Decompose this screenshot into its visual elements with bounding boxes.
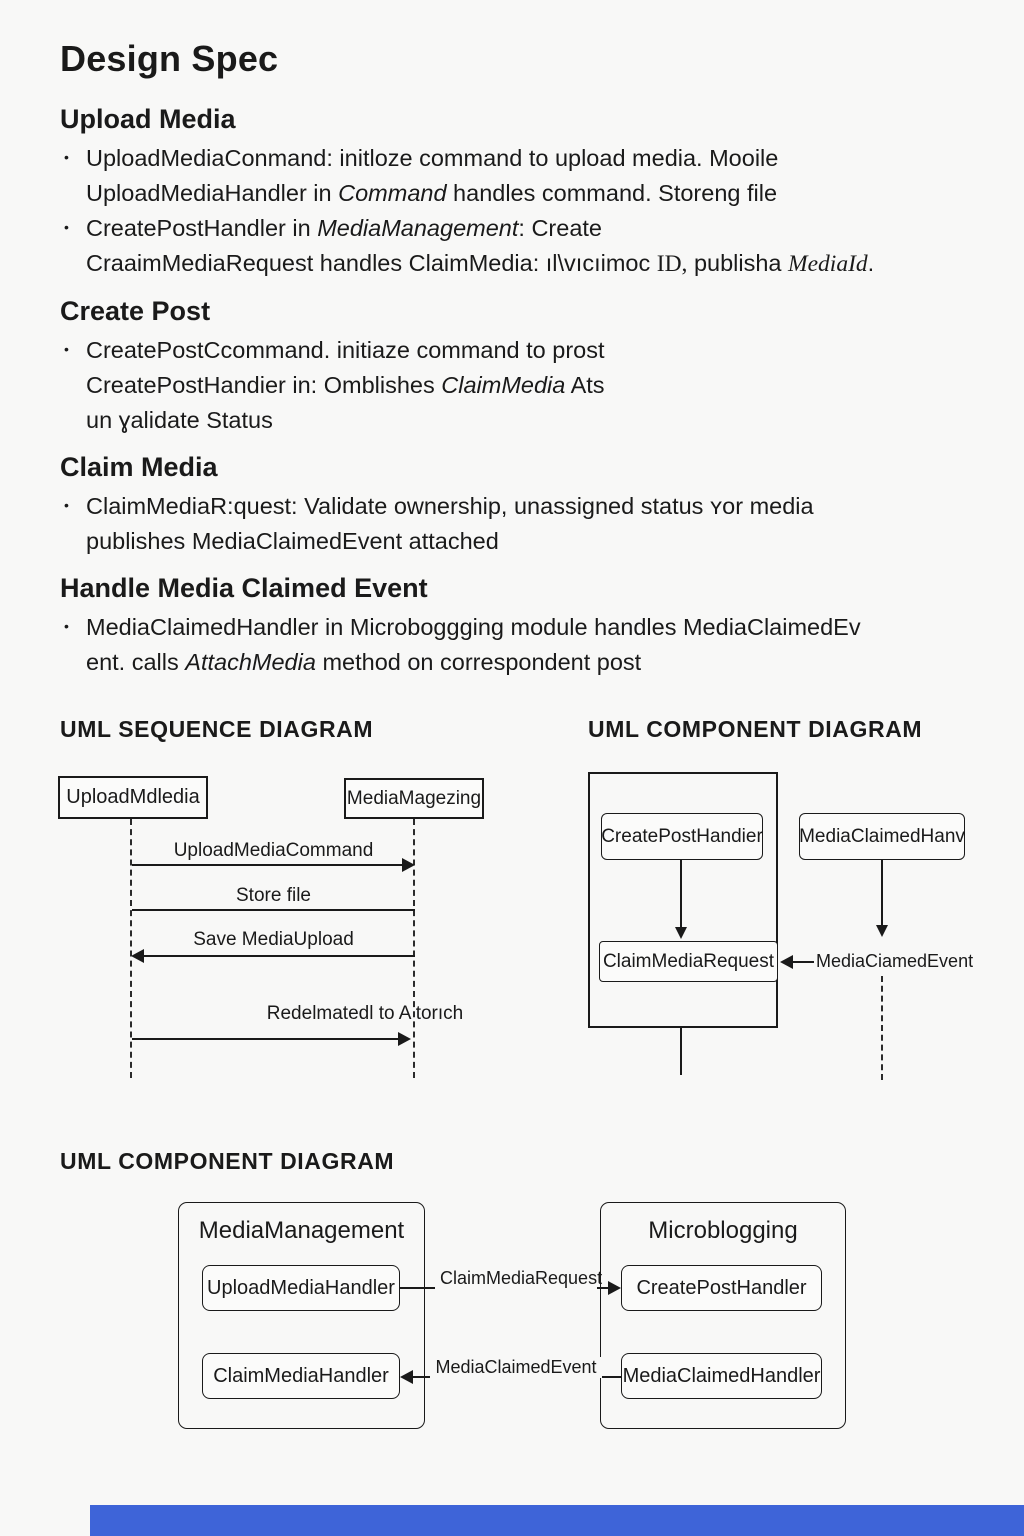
bullet-marker-icon: • bbox=[64, 219, 69, 235]
component-box-createposthandler: CreatePostHandler bbox=[621, 1265, 822, 1311]
text-segment: ClaimMediaR:quest: Validate ownership, unassigned status ʏor media bbox=[86, 493, 814, 519]
sequence-actor-uploadmedia: UploadMdledia bbox=[58, 776, 208, 819]
component-container bbox=[588, 772, 778, 1028]
text-segment: UploadMediaHandler in bbox=[86, 180, 339, 206]
text-segment: CraaimMediaRequest handles ClaimMedia: ıl\vıcıimoc bbox=[86, 250, 657, 276]
bullet-marker-icon: • bbox=[64, 341, 69, 357]
message-line bbox=[144, 955, 415, 957]
connector-line bbox=[680, 1028, 682, 1075]
page-title: Design Spec bbox=[60, 38, 279, 79]
component-diagram-bottom-title: UML COMPONENT DIAGRAM bbox=[60, 1148, 395, 1174]
bullet-item bbox=[60, 610, 972, 680]
section-heading: Handle Media Claimed Event bbox=[60, 573, 428, 603]
arrowhead-right-icon bbox=[402, 858, 415, 872]
arrowhead-right-icon bbox=[398, 1032, 411, 1046]
text-segment: ent. calls bbox=[86, 649, 186, 675]
text-segment: ClaimMedia bbox=[441, 372, 566, 398]
sequence-message-label: Redelmatedl to A torıch bbox=[266, 1003, 464, 1024]
text-segment: Command bbox=[338, 180, 447, 206]
bullet-line bbox=[86, 246, 972, 282]
text-segment: publisha bbox=[687, 250, 789, 276]
bullet-line bbox=[86, 141, 972, 176]
bullet-marker-icon: • bbox=[64, 149, 69, 165]
message-line bbox=[132, 909, 415, 911]
arrowhead-left-icon bbox=[400, 1370, 413, 1384]
connector-line bbox=[881, 860, 883, 926]
text-segment: CreatePostCcommand. initiaze command to prost bbox=[86, 337, 605, 363]
bullet-line bbox=[86, 610, 972, 645]
design-spec-document bbox=[60, 40, 972, 680]
arrow-label-claimmediarequest: ClaimMediaRequest bbox=[435, 1268, 597, 1289]
arrowhead-left-icon bbox=[780, 955, 793, 969]
document-sections bbox=[60, 104, 972, 680]
dashed-lifeline bbox=[881, 976, 883, 1080]
text-segment: MediaId bbox=[788, 251, 868, 277]
arrowhead-down-icon bbox=[675, 927, 687, 939]
section-heading: Upload Media bbox=[60, 104, 236, 134]
bullet-item bbox=[60, 141, 972, 211]
bullet-item bbox=[60, 211, 972, 282]
bullet-line bbox=[86, 333, 972, 368]
bullet-line bbox=[86, 403, 972, 438]
text-segment: MediaManagement bbox=[317, 215, 519, 241]
text-segment: . bbox=[867, 250, 875, 276]
arrow-label-mediaclaimedevent: MediaClaimedEvent bbox=[430, 1357, 602, 1378]
bullet-line bbox=[86, 524, 972, 559]
bullet-line bbox=[86, 211, 972, 246]
sequence-actor-mediamanaging: MediaMagezing bbox=[344, 778, 484, 819]
bullet-item bbox=[60, 333, 972, 438]
text-segment: handles command. Storeng file bbox=[446, 180, 778, 206]
arrowhead-right-icon bbox=[608, 1281, 621, 1295]
bullet-marker-icon: • bbox=[64, 618, 69, 634]
bullet-marker-icon: • bbox=[64, 497, 69, 513]
connector-line bbox=[680, 860, 682, 928]
component-box-mediaclaimedhandler: MediaClaimedHandler bbox=[621, 1353, 822, 1399]
text-segment: method on correspondent post bbox=[315, 649, 642, 675]
bullet-line bbox=[86, 176, 972, 211]
container-label: MediaManagement bbox=[198, 1217, 405, 1244]
text-segment: AttachMedia bbox=[185, 649, 316, 675]
component-box-createposthandler: CreatePostHandier bbox=[601, 813, 763, 860]
component-box-claimmediarequest: ClaimMediaRequest bbox=[599, 941, 778, 982]
text-segment: un ɣalidate Status bbox=[86, 407, 273, 433]
connector-line bbox=[790, 961, 814, 963]
component-box-claimmediahandler: ClaimMediaHandler bbox=[202, 1353, 400, 1399]
text-segment: publishes MediaClaimedEvent attached bbox=[86, 528, 499, 554]
text-segment: : Create bbox=[518, 215, 602, 241]
text-segment: CreatePostHandler in bbox=[86, 215, 318, 241]
message-line bbox=[132, 1038, 400, 1040]
bullet-item bbox=[60, 489, 972, 559]
sequence-message-label: Save MediaUpload bbox=[193, 929, 354, 950]
arrowhead-down-icon bbox=[876, 925, 888, 937]
event-arrow-label: MediaCiamedEvent bbox=[816, 951, 974, 971]
bullet-line bbox=[86, 368, 972, 403]
text-segment: CreatePostHandier in: Omblishes bbox=[86, 372, 442, 398]
text-segment: ID, bbox=[656, 251, 688, 277]
bullet-line bbox=[86, 645, 972, 680]
component-box-uploadmediahandler: UploadMediaHandler bbox=[202, 1265, 400, 1311]
bottom-blue-bar bbox=[90, 1505, 1024, 1536]
component-box-mediaclaimedhandler: MediaClaimedHanv bbox=[799, 813, 965, 860]
sequence-message-label: Store file bbox=[236, 885, 311, 906]
component-diagram-top-title: UML COMPONENT DIAGRAM bbox=[588, 716, 923, 742]
bullet-line bbox=[86, 489, 972, 524]
section-heading: Create Post bbox=[60, 296, 211, 326]
section-heading: Claim Media bbox=[60, 452, 218, 482]
text-segment: Ats bbox=[565, 372, 605, 398]
container-label: Microblogging bbox=[648, 1217, 798, 1244]
text-segment: MediaClaimedHandler in Microboggging module handles MediaClaimedEv bbox=[86, 614, 861, 640]
arrowhead-left-icon bbox=[131, 949, 144, 963]
text-segment: UploadMediaConmand: initloze command to upload media. Mooile bbox=[86, 145, 779, 171]
message-line bbox=[132, 864, 403, 866]
sequence-message-label: UploadMediaCommand bbox=[173, 840, 374, 861]
sequence-diagram-title: UML SEQUENCE DIAGRAM bbox=[60, 716, 374, 742]
